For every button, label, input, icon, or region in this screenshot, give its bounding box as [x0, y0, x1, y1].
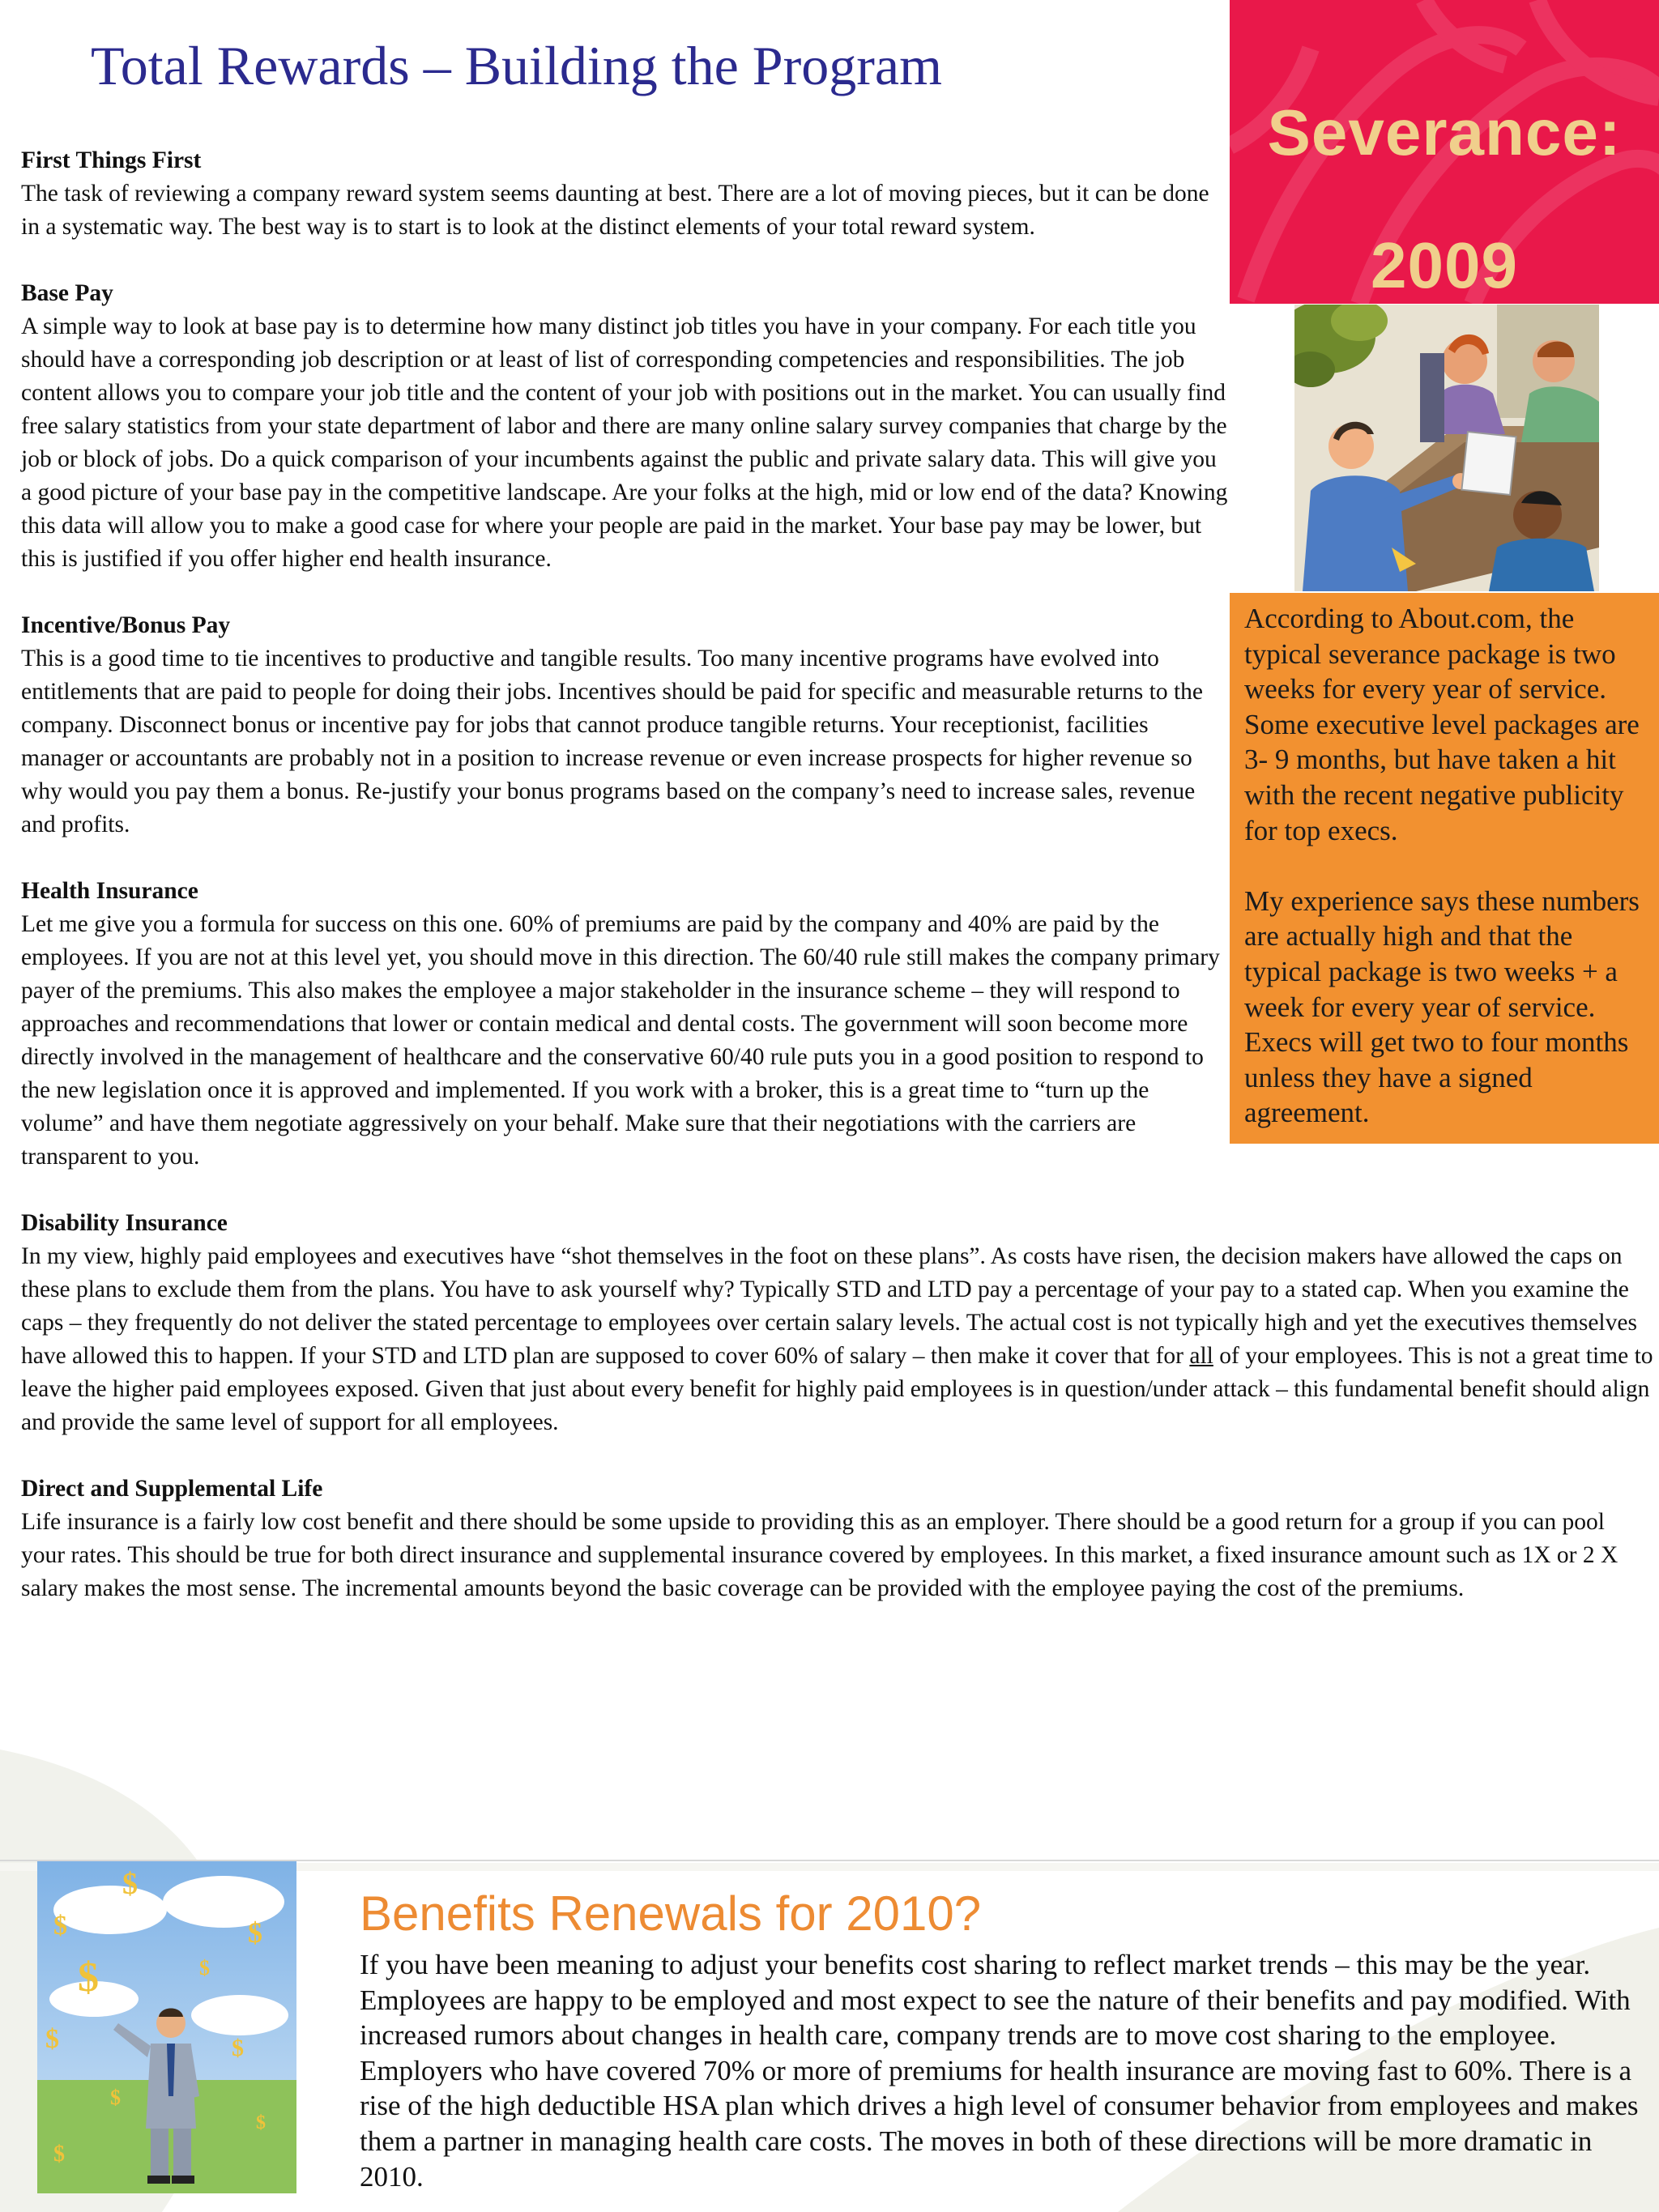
severance-header-box	[1230, 0, 1659, 304]
section-heading: Disability Insurance	[21, 1210, 228, 1236]
dollar-glyph: $	[53, 1911, 67, 1941]
page-title: Total Rewards – Building the Program	[91, 35, 942, 96]
dollar-glyph: $	[199, 1956, 210, 1980]
dollar-glyph: $	[45, 2024, 59, 2054]
dollar-glyph: $	[110, 2086, 121, 2109]
section-body: Life insurance is a fairly low cost benefit and there should be some upside to providing this as an employer. There should be a good return for a group if you can pool your rates. This should be true for both direct insurance and supplemental insurance covered by employees. In this market, a fixed insurance amount such as 1X or 2 X salary makes the most sense. The incremental amounts beyond the basic coverage can be provided with the employee paying the cost of the premiums.	[21, 1509, 1618, 1601]
dollar-glyph: $	[122, 1867, 138, 1901]
severance-year: 2009	[1371, 229, 1518, 301]
section	[21, 1473, 1653, 1605]
severance-paragraph: My experience says these numbers are actually high and that the typical package is two weeks + a week for every year of service. Execs will get two to four months unless they have a signed agreement.	[1244, 884, 1640, 1129]
renewals-paragraph: If you have been meaning to adjust your benefits cost sharing to reflect market trends – this may be the year. Employees are happy to be employed and most expect to see the nature of their benefits and pay modified. With increased rumors about changes in health care, company trends are to move cost sharing to the employee. Employers who have covered 70% or more of premiums for health insurance are moving fast to 60%. There is a rise of the high deductible HSA plan which drives a high level of consumer behavior from employees and makes them a partner in managing health care costs. The moves in both of these directions will be more dramatic in 2010.	[360, 1949, 1639, 2193]
severance-paragraph: According to About.com, the typical severance package is two weeks for every year of service. Some executive level packages are 3- 9 months, but have taken a hit with the recent negative publicity for top execs.	[1244, 603, 1640, 846]
renewals-title: Benefits Renewals for 2010?	[360, 1886, 982, 1941]
section-heading: Base Pay	[21, 280, 113, 306]
section-heading: Health Insurance	[21, 878, 198, 904]
section-heading: Direct and Supplemental Life	[21, 1476, 323, 1502]
dollar-glyph: $	[78, 1954, 99, 2001]
section-heading: First Things First	[21, 147, 202, 173]
underlined-text: all	[1189, 1343, 1213, 1369]
section-body: The task of reviewing a company reward system seems daunting at best. There are a lot of moving pieces, but it can be done in a systematic way. The best way is to start is to look at the distinct elements of your total reward system.	[21, 181, 1209, 240]
dollar-glyph: $	[256, 2112, 266, 2133]
section-text: of your employees. This is not a great time to leave the higher paid employees exposed. Given that just about every benefit for highly paid employees is in question/under attack – this fundamental benefit should align and provide the same level of support for all employees.	[21, 1343, 1653, 1435]
section-heading: Incentive/Bonus Pay	[21, 612, 231, 638]
section-body: Let me give you a formula for success on this one. 60% of premiums are paid by the company and 40% are paid by the employees. If you are not at this level yet, you should move in this direction. The 60/40 rule still makes the company primary payer of the premiums. This also makes the employee a major stakeholder in the insurance scheme – they will respond to approaches and recommendations that lower or contain medical and dental costs. The government will soon become more directly involved in the management of healthcare and the conservative 60/40 rule puts you in a good position to respond to the new legislation once it is approved and implemented. If you work with a broker, this is a great time to “turn up the volume” and have them negotiate aggressively on your behalf. Make sure that their negotiations with the carriers are transparent to you.	[21, 911, 1220, 1170]
section	[21, 1207, 1653, 1439]
dollar-glyph: $	[248, 1916, 262, 1949]
section-body: A simple way to look at base pay is to determine how many distinct job titles you have in your company. For each title you should have a corresponding job description or at least of list of corresponding competencies and responsibilities. The job content allows you to compare your job title and the content of your job with positions out in the market. You can usually find free salary statistics from your state department of labor and there are many online salary survey companies that charge by the job or block of jobs. Do a quick comparison of your incumbents against the public and private salary data. This will give you a good picture of your base pay in the competitive landscape. Are your folks at the high, mid or low end of the data? Knowing this data will allow you to make a good case for where your people are paid in the market. Your base pay may be lower, but this is justified if you offer higher end health insurance.	[21, 313, 1228, 572]
money-rain-image	[37, 1861, 296, 2193]
dollar-glyph: $	[53, 2142, 65, 2167]
severance-heading: Severance:	[1267, 96, 1622, 168]
severance-sidebar	[1230, 593, 1659, 1144]
section-body	[21, 1240, 1653, 1439]
renewals-body	[360, 1947, 1640, 2194]
section-body: This is a good time to tie incentives to productive and tangible results. Too many incentive programs have evolved into entitlements that are paid to people for doing their jobs. Incentives should be paid for specific and measurable returns to the company. Disconnect bonus or incentive pay for jobs that cannot produce tangible returns. Your receptionist, facilities manager or accountants are probably not in a position to increase revenue or even increase prospects for higher revenue so why would you pay them a bonus. Re-justify your bonus programs based on the company’s need to increase sales, revenue and profits.	[21, 646, 1203, 837]
dollar-glyph: $	[232, 2035, 244, 2061]
business-meeting-image	[1294, 305, 1599, 591]
section-text: In my view, highly paid employees and executives have “shot themselves in the foot on these plans”. As costs have risen, the decision makers have allowed the caps on these plans to exclude them from the plans. You have to ask yourself why? Typically STD and LTD pay a percentage of your pay to a stated cap. When you examine the caps – they frequently do not deliver the stated percentage to employees over certain salary levels. The actual cost is not typically high and yet the executives themselves have allowed this to happen. If your STD and LTD plan are supposed to cover 60% of salary – then make it cover that for	[21, 1243, 1637, 1369]
